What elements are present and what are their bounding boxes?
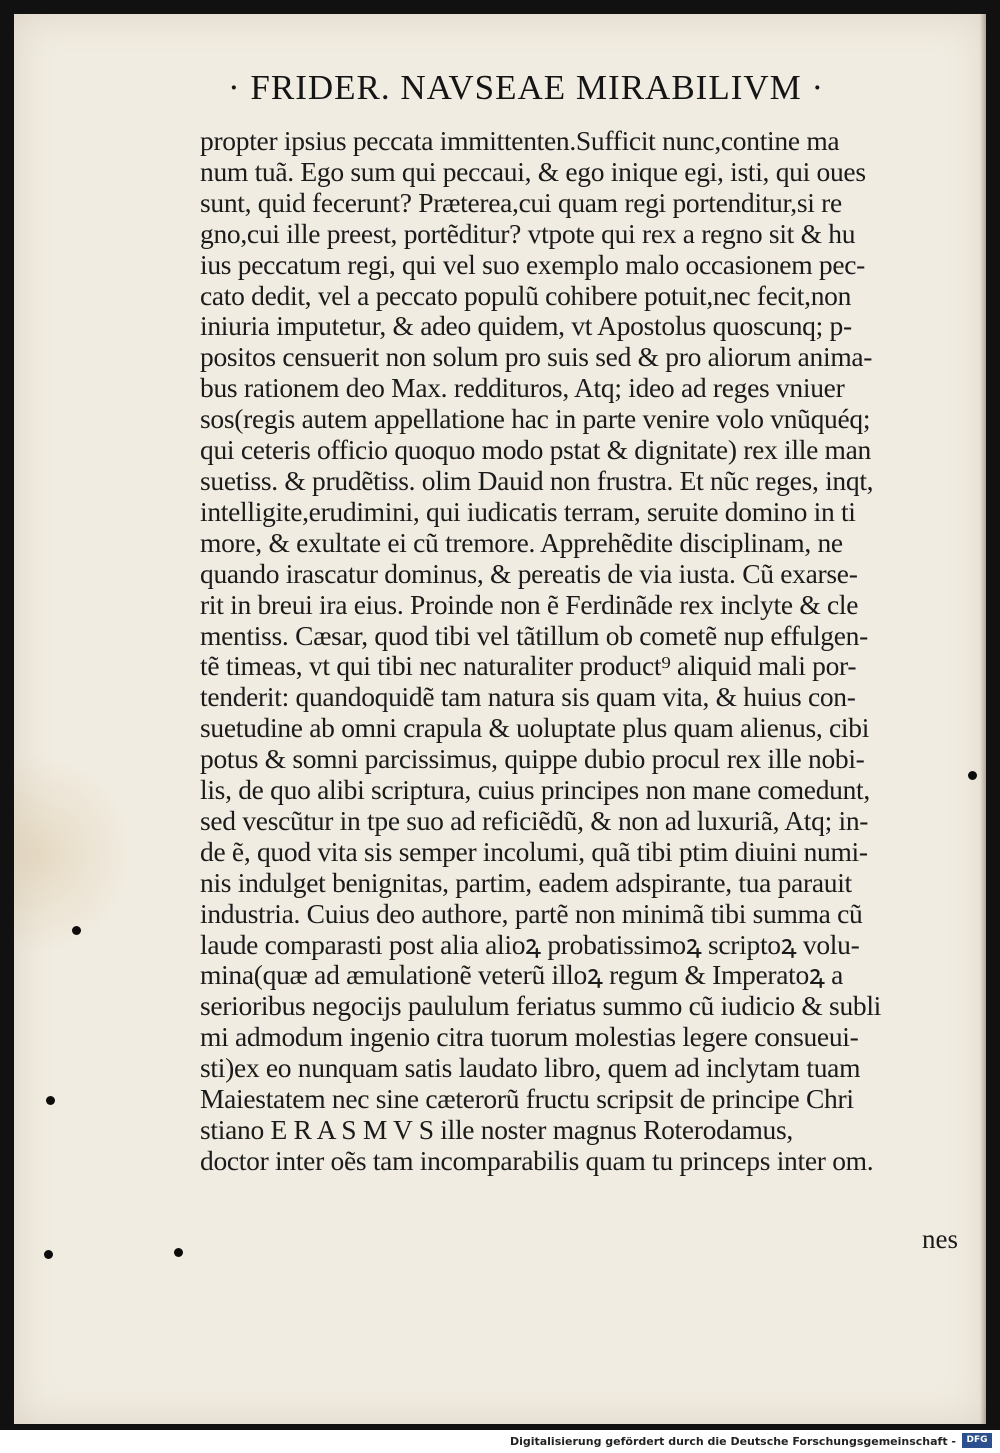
text-line: cato dedit, vel a peccato populũ cohibere potuit,nec fecit,non	[200, 280, 852, 311]
footer-bar	[0, 1430, 1000, 1453]
text-line: serioribus negocijs paululum feriatus summo cũ iudicio & subli	[200, 991, 882, 1022]
text-line: tẽ timeas, vt qui tibi nec naturaliter product⁹ aliquid mali por-	[200, 651, 857, 682]
book-page	[14, 14, 986, 1424]
text-line: suetiss. & prudẽtiss. olim Dauid non frustra. Et nũc reges, inqt,	[200, 465, 874, 496]
text-line: suetudine ab omni crapula & uoluptate plus quam alienus, cibi	[200, 713, 870, 744]
dfg-logo-icon: DFG	[962, 1433, 992, 1448]
text-line: mentiss. Cæsar, quod tibi vel tãtillum ob cometẽ nup effulgen-	[200, 620, 868, 651]
text-line: stiano E R A S M V S ille noster magnus Roterodamus,	[200, 1115, 793, 1145]
text-line: lis, de quo alibi scriptura, cuius principes non mane comedunt,	[200, 775, 870, 806]
text-line: iniuria imputetur, & adeo quidem, vt Apostolus quoscunq; p-	[200, 311, 852, 342]
text-line: intelligite,erudimini, qui iudicatis terram, seruite domino in ti	[200, 496, 856, 527]
text-line: laude comparasti post alia alioꝝ probatissimoꝝ scriptoꝝ volu-	[200, 929, 860, 960]
text-line: potus & somni parcissimus, quippe dubio procul rex ille nobi-	[200, 744, 865, 775]
text-line: ius peccatum regi, qui vel suo exemplo malo occasionem pec-	[200, 249, 865, 280]
text-line: more, & exultate ei cũ tremore. Apprehẽdite disciplinam, ne	[200, 527, 843, 558]
text-line: sti)ex eo nunquam satis laudato libro, quem ad inclytam tuam	[200, 1053, 861, 1084]
text-line: de ẽ, quod vita sis semper incolumi, quã tibi ptim diuini numi-	[200, 836, 868, 867]
text-line: mina(quæ ad æmulationẽ veterũ illoꝝ regum & Imperatoꝝ a	[200, 960, 844, 991]
water-stain	[14, 754, 134, 954]
ink-dot	[174, 1248, 183, 1257]
catchword: nes	[922, 1224, 958, 1254]
body-text	[200, 126, 980, 1177]
ink-dot	[72, 926, 81, 935]
text-line: mi admodum ingenio citra tuorum molestias legere consueui-	[200, 1022, 859, 1053]
text-line: num tuã. Ego sum qui peccaui, & ego inique egi, isti, qui oues	[200, 156, 866, 187]
text-line: sed vescũtur in tpe suo ad reficiẽdũ, & non ad luxuriã, Atq; in-	[200, 805, 869, 836]
text-line: doctor inter oẽs tam incomparabilis quam tu princeps inter om.	[200, 1145, 874, 1176]
text-line: bus rationem deo Max. reddituros, Atq; ideo ad reges vniuer	[200, 373, 845, 404]
text-line: positos censuerit non solum pro suis sed & pro aliorum anima-	[200, 342, 873, 373]
ink-dot	[44, 1250, 53, 1259]
text-line: Maiestatem nec sine cæterorũ fructu scripsit de principe Chri	[200, 1084, 854, 1115]
text-line: sunt, quid fecerunt? Præterea,cui quam regi portenditur,si re	[200, 187, 842, 218]
text-line: sos(regis autem appellatione hac in parte venire volo vnũquéq;	[200, 404, 871, 435]
page-edge-shadow	[980, 14, 986, 1424]
text-line: gno,cui ille preest, portẽditur? vtpote qui rex a regno sit & hu	[200, 218, 856, 249]
text-line: nis indulget benignitas, partim, eadem adspirante, tua parauit	[200, 867, 852, 898]
footer-credit: Digitalisierung gefördert durch die Deutsche Forschungsgemeinschaft -	[509, 1435, 956, 1448]
running-head: · FRIDER. NAVSEAE MIRABILIVM ·	[228, 68, 825, 107]
text-line: rit in breui ira eius. Proinde non ẽ Ferdinãde rex inclyte & cle	[200, 589, 859, 620]
text-line: tenderit: quandoquidẽ tam natura sis quam vita, & huius con-	[200, 682, 856, 713]
text-line: propter ipsius peccata immittenten.Sufficit nunc,contine ma	[200, 126, 840, 156]
ink-dot	[46, 1096, 55, 1105]
ink-dot	[968, 771, 977, 780]
text-line: industria. Cuius deo authore, partẽ non minimã tibi summa cũ	[200, 898, 863, 929]
text-line: qui ceteris officio quoquo modo pstat & dignitate) rex ille man	[200, 435, 871, 466]
text-line: quando irascatur dominus, & pereatis de via iusta. Cũ exarse-	[200, 558, 858, 589]
